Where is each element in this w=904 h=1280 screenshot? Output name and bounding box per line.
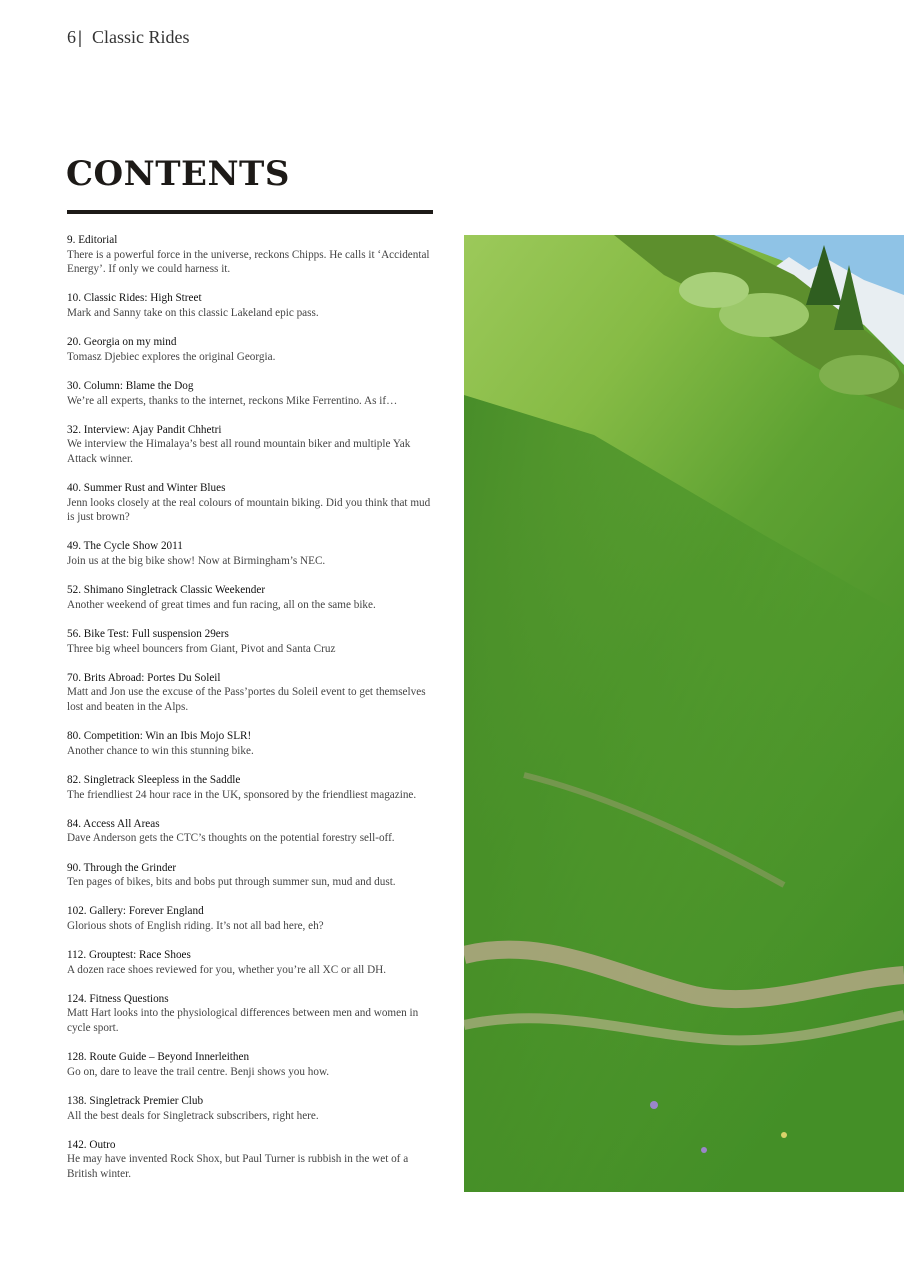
contents-entry bbox=[67, 481, 435, 525]
contents-entry bbox=[67, 1050, 435, 1079]
entry-description: Three big wheel bouncers from Giant, Pivot and Santa Cruz bbox=[67, 642, 336, 655]
entry-description: Glorious shots of English riding. It’s not all bad here, eh? bbox=[67, 919, 324, 932]
entry-description: Matt Hart looks into the physiological differences between men and women in cycle sport. bbox=[67, 1007, 419, 1035]
entry-title: 30. Column: Blame the Dog bbox=[67, 379, 194, 392]
entry-description: A dozen race shoes reviewed for you, whether you’re all XC or all DH. bbox=[67, 963, 387, 976]
entry-description: Another chance to win this stunning bike. bbox=[67, 744, 254, 757]
contents-entry bbox=[67, 423, 435, 467]
entry-title: 142. Outro bbox=[67, 1138, 116, 1151]
entry-title: 82. Singletrack Sleepless in the Saddle bbox=[67, 773, 241, 786]
entry-title: 52. Shimano Singletrack Classic Weekender bbox=[67, 584, 266, 597]
contents-entry bbox=[67, 729, 435, 758]
hillside-photo bbox=[464, 235, 904, 1192]
contents-entry bbox=[67, 773, 435, 802]
entry-title: 40. Summer Rust and Winter Blues bbox=[67, 482, 226, 495]
page-number: 6 bbox=[67, 27, 76, 47]
entry-title: 84. Access All Areas bbox=[67, 817, 160, 830]
contents-entry bbox=[67, 583, 435, 612]
entry-description: Matt and Jon use the excuse of the Pass’portes du Soleil event to get themselves lost and beaten in the Alps. bbox=[67, 686, 426, 713]
entry-description: He may have invented Rock Shox, but Paul Turner is rubbish in the wet of a British winter. bbox=[67, 1153, 409, 1180]
entry-description: Join us at the big bike show! Now at Birmingham’s NEC. bbox=[67, 555, 326, 568]
entry-description: All the best deals for Singletrack subscribers, right here. bbox=[67, 1109, 319, 1122]
contents-entry bbox=[67, 233, 435, 277]
contents-entry bbox=[67, 539, 435, 568]
contents-entry bbox=[67, 904, 435, 933]
entry-title: 20. Georgia on my mind bbox=[67, 336, 177, 349]
title-rule bbox=[67, 210, 433, 214]
page-title: CONTENTS bbox=[66, 154, 290, 194]
entry-title: 49. The Cycle Show 2011 bbox=[67, 540, 183, 553]
contents-entry bbox=[67, 627, 435, 656]
entry-description: Another weekend of great times and fun racing, all on the same bike. bbox=[67, 598, 376, 611]
contents-entry bbox=[67, 948, 435, 977]
entry-description: Ten pages of bikes, bits and bobs put through summer sun, mud and dust. bbox=[67, 876, 396, 889]
entry-title: 112. Grouptest: Race Shoes bbox=[67, 949, 191, 962]
entry-description: Jenn looks closely at the real colours of mountain biking. Did you think that mud is just brown? bbox=[67, 496, 431, 524]
entry-title: 10. Classic Rides: High Street bbox=[67, 292, 202, 305]
contents-entry bbox=[67, 335, 435, 364]
contents-list bbox=[67, 233, 435, 1196]
contents-entry bbox=[67, 291, 435, 320]
entry-description: There is a powerful force in the universe, reckons Chipps. He calls it ‘Accidental Energy’. If only we could harness it. bbox=[67, 248, 430, 276]
contents-entry bbox=[67, 861, 435, 890]
entry-title: 90. Through the Grinder bbox=[67, 861, 177, 874]
contents-entry bbox=[67, 1094, 435, 1123]
running-head bbox=[67, 27, 189, 48]
entry-description: The friendliest 24 hour race in the UK, sponsored by the friendliest magazine. bbox=[67, 788, 417, 801]
entry-title: 128. Route Guide – Beyond Innerleithen bbox=[67, 1051, 250, 1064]
contents-entry bbox=[67, 817, 435, 846]
entry-title: 70. Brits Abroad: Portes Du Soleil bbox=[67, 671, 221, 684]
entry-title: 124. Fitness Questions bbox=[67, 992, 169, 1005]
entry-description: Go on, dare to leave the trail centre. Benji shows you how. bbox=[67, 1065, 330, 1078]
entry-title: 80. Competition: Win an Ibis Mojo SLR! bbox=[67, 730, 252, 743]
entry-description: Dave Anderson gets the CTC’s thoughts on the potential forestry sell-off. bbox=[67, 832, 395, 845]
entry-title: 9. Editorial bbox=[67, 234, 118, 246]
entry-title: 56. Bike Test: Full suspension 29ers bbox=[67, 628, 229, 641]
section-name: Classic Rides bbox=[91, 27, 190, 47]
entry-title: 138. Singletrack Premier Club bbox=[67, 1095, 204, 1108]
contents-entry bbox=[67, 671, 435, 715]
entry-description: Tomasz Djebiec explores the original Georgia. bbox=[67, 350, 276, 363]
contents-entry bbox=[67, 992, 435, 1036]
entry-description: Mark and Sanny take on this classic Lakeland epic pass. bbox=[67, 306, 319, 319]
entry-title: 102. Gallery: Forever England bbox=[67, 905, 204, 918]
entry-description: We’re all experts, thanks to the internet, reckons Mike Ferrentino. As if… bbox=[67, 394, 398, 407]
header-divider: | bbox=[78, 27, 82, 47]
entry-description: We interview the Himalaya’s best all round mountain biker and multiple Yak Attack winner. bbox=[67, 438, 411, 465]
entry-title: 32. Interview: Ajay Pandit Chhetri bbox=[67, 423, 222, 436]
contents-entry bbox=[67, 1138, 435, 1182]
contents-entry bbox=[67, 379, 435, 408]
